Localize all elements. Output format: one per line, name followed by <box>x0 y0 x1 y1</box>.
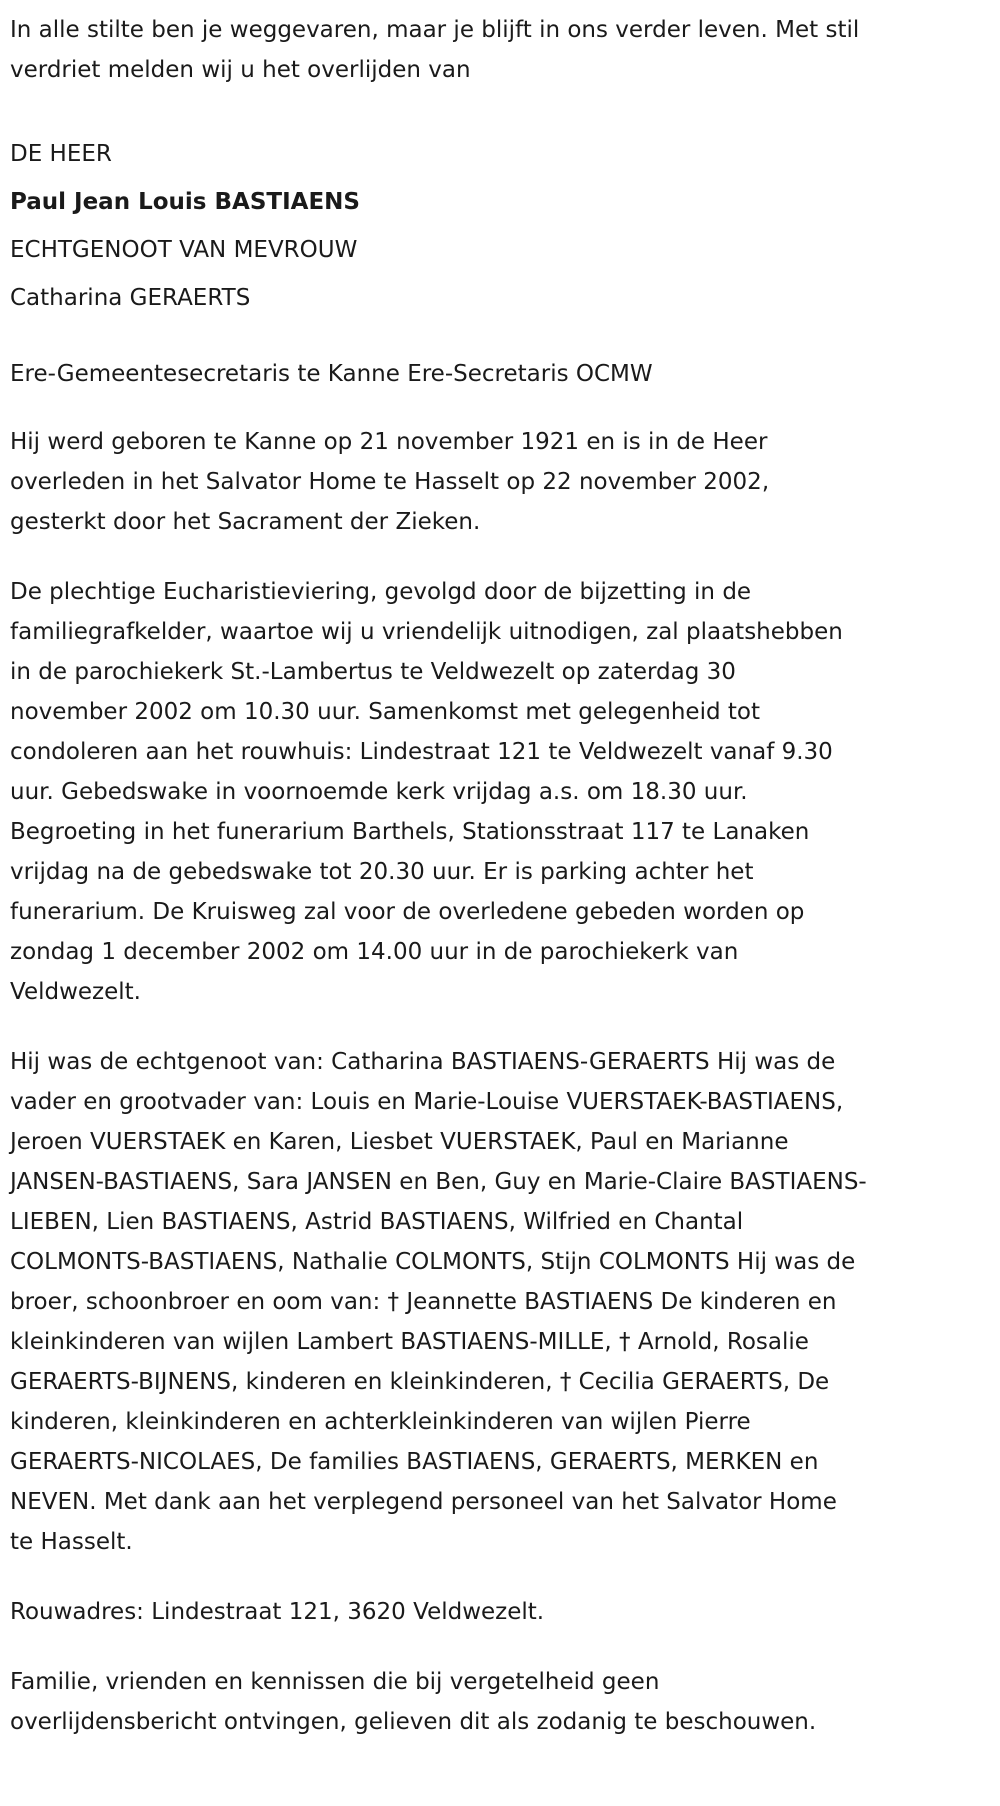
paragraph-line: condoleren aan het rouwhuis: Lindestraat 121 te Veldwezelt vanaf 9.30 <box>10 739 833 765</box>
intro-paragraph <box>10 10 990 90</box>
spouse-relation: ECHTGENOOT VAN MEVROUW <box>10 237 358 263</box>
spacer <box>10 1012 990 1042</box>
function-line: Ere-Gemeentesecretaris te Kanne Ere-Secretaris OCMW <box>10 361 653 387</box>
paragraph-line: overlijdensbericht ontvingen, gelieven dit als zodanig te beschouwen. <box>10 1709 817 1735</box>
paragraph-line: NEVEN. Met dank aan het verplegend personeel van het Salvator Home <box>10 1489 837 1515</box>
paragraph-line: broer, schoonbroer en oom van: † Jeannette BASTIAENS De kinderen en <box>10 1289 837 1315</box>
paragraph-line: in de parochiekerk St.-Lambertus te Veldwezelt op zaterdag 30 <box>10 659 736 685</box>
mourning-address: Rouwadres: Lindestraat 121, 3620 Veldwezelt. <box>10 1599 545 1625</box>
paragraph-line: uur. Gebedswake in voornoemde kerk vrijdag a.s. om 18.30 uur. <box>10 779 748 805</box>
spacer <box>10 394 990 422</box>
paragraph-line: Hij was de echtgenoot van: Catharina BASTIAENS-GERAERTS Hij was de <box>10 1049 836 1075</box>
paragraph-line: te Hasselt. <box>10 1529 133 1555</box>
spacer <box>10 1632 990 1662</box>
paragraph-line: zondag 1 december 2002 om 14.00 uur in de parochiekerk van <box>10 939 739 965</box>
spacer <box>10 90 990 130</box>
paragraph-line: Familie, vrienden en kennissen die bij vergetelheid geen <box>10 1669 660 1695</box>
paragraph-line: gesterkt door het Sacrament der Zieken. <box>10 509 481 535</box>
paragraph-line: JANSEN-BASTIAENS, Sara JANSEN en Ben, Guy en Marie-Claire BASTIAENS- <box>10 1169 867 1195</box>
paragraph-line: familiegrafkelder, waartoe wij u vriendelijk uitnodigen, zal plaatshebben <box>10 619 843 645</box>
paragraph-line: Begroeting in het funerarium Barthels, Stationsstraat 117 te Lanaken <box>10 819 810 845</box>
deceased-name: Paul Jean Louis BASTIAENS <box>10 189 360 215</box>
family-paragraph <box>10 1042 990 1562</box>
intro-line: verdriet melden wij u het overlijden van <box>10 57 471 83</box>
paragraph-line: De plechtige Eucharistieviering, gevolgd door de bijzetting in de <box>10 579 752 605</box>
spacer <box>10 322 990 354</box>
closing-paragraph <box>10 1662 990 1742</box>
intro-line: In alle stilte ben je weggevaren, maar je blijft in ons verder leven. Met stil <box>10 17 860 43</box>
paragraph-line: GERAERTS-BIJNENS, kinderen en kleinkinderen, † Cecilia GERAERTS, De <box>10 1369 830 1395</box>
spouse-name: Catharina GERAERTS <box>10 285 251 311</box>
spacer <box>10 542 990 572</box>
spacer <box>10 1562 990 1592</box>
paragraph-line: kleinkinderen van wijlen Lambert BASTIAENS-MILLE, † Arnold, Rosalie <box>10 1329 809 1355</box>
paragraph-line: Jeroen VUERSTAEK en Karen, Liesbet VUERSTAEK, Paul en Marianne <box>10 1129 789 1155</box>
paragraph-line: COLMONTS-BASTIAENS, Nathalie COLMONTS, Stijn COLMONTS Hij was de <box>10 1249 856 1275</box>
deceased-heading <box>10 130 990 322</box>
paragraph-line: GERAERTS-NICOLAES, De families BASTIAENS, GERAERTS, MERKEN en <box>10 1449 819 1475</box>
paragraph-line: Hij werd geboren te Kanne op 21 november 1921 en is in de Heer <box>10 429 768 455</box>
paragraph-line: Veldwezelt. <box>10 979 141 1005</box>
paragraph-line: overleden in het Salvator Home te Hasselt op 22 november 2002, <box>10 469 770 495</box>
paragraph-line: november 2002 om 10.30 uur. Samenkomst met gelegenheid tot <box>10 699 760 725</box>
salutation: DE HEER <box>10 141 112 167</box>
paragraph-line: funerarium. De Kruisweg zal voor de overledene gebeden worden op <box>10 899 805 925</box>
paragraph-line: vrijdag na de gebedswake tot 20.30 uur. Er is parking achter het <box>10 859 754 885</box>
ceremony-paragraph <box>10 572 990 1012</box>
paragraph-line: LIEBEN, Lien BASTIAENS, Astrid BASTIAENS, Wilfried en Chantal <box>10 1209 744 1235</box>
paragraph-line: vader en grootvader van: Louis en Marie-Louise VUERSTAEK-BASTIAENS, <box>10 1089 844 1115</box>
paragraph-line: kinderen, kleinkinderen en achterkleinkinderen van wijlen Pierre <box>10 1409 751 1435</box>
birth-death-paragraph <box>10 422 990 542</box>
